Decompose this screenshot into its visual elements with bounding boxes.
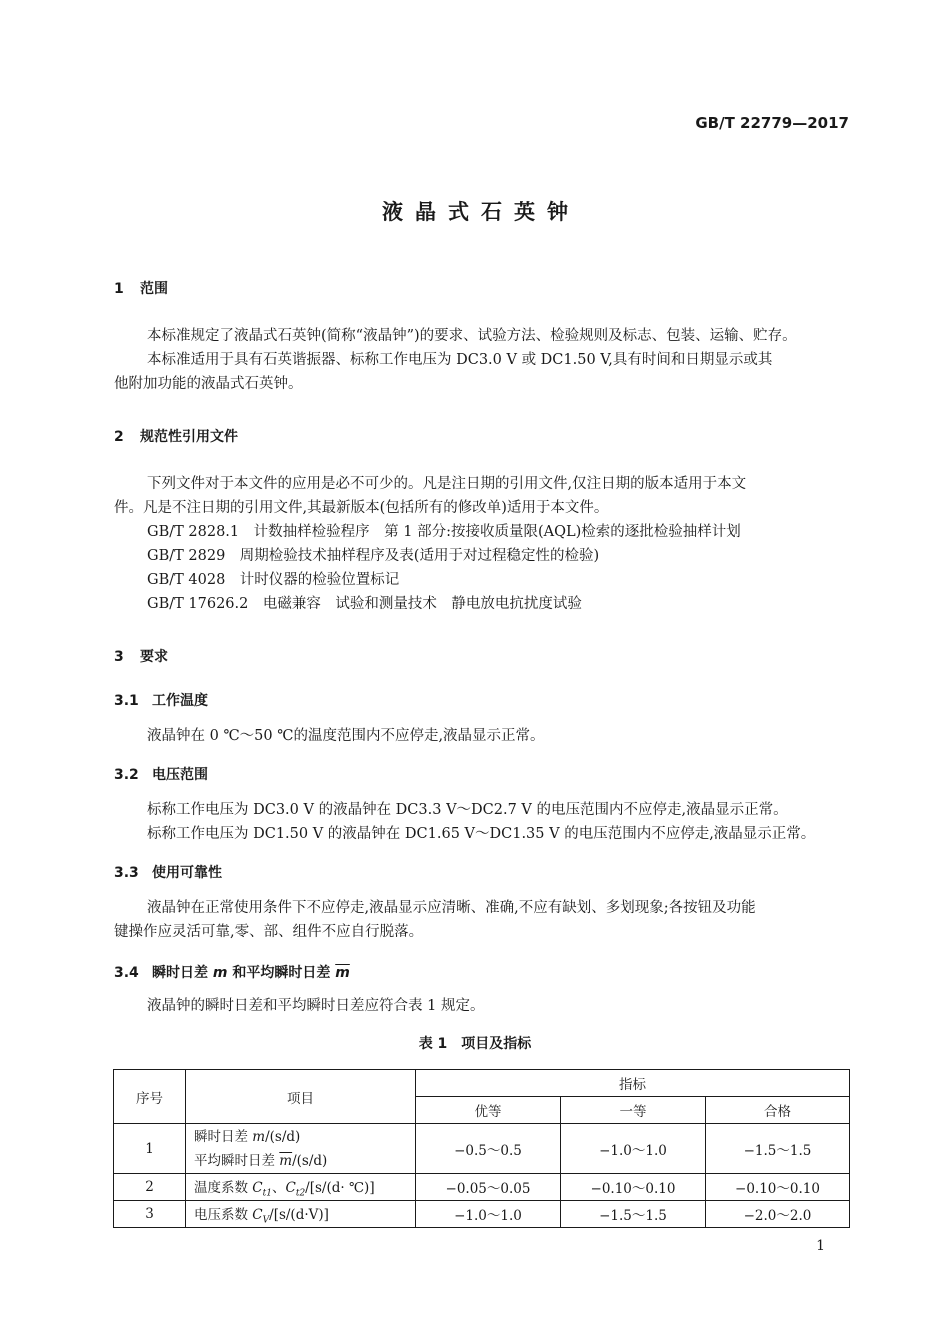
paragraph: 本标准规定了液晶式石英钟(简称“液晶钟”)的要求、试验方法、检验规则及标志、包装、运输、贮存。 — [147, 328, 797, 344]
item-text: 、 — [271, 1179, 286, 1196]
item-unit: /(s/d) — [292, 1152, 328, 1169]
cell-value: −1.5～1.5 — [706, 1124, 850, 1174]
item-sub: t2 — [295, 1188, 306, 1199]
table-row — [114, 1174, 850, 1201]
cell-value: −0.5～0.5 — [416, 1124, 561, 1174]
section-heading-1 — [114, 278, 168, 298]
page-number: 1 — [816, 1238, 825, 1254]
cell-value: −1.0～1.0 — [561, 1124, 706, 1174]
section-heading-2 — [114, 426, 238, 446]
paragraph-continuation: 件。凡是不注日期的引用文件,其最新版本(包括所有的修改单)适用于本文件。 — [114, 500, 609, 516]
section-heading-3 — [114, 646, 168, 666]
standard-code: GB/T 22779—2017 — [695, 114, 849, 132]
item-line — [194, 1149, 415, 1173]
section-title: 规范性引用文件 — [140, 429, 238, 445]
cell-value: −0.10～0.10 — [706, 1174, 850, 1201]
item-var: C — [285, 1179, 296, 1196]
item-var: $\overline{m}$ — [279, 1152, 293, 1169]
section-title: 工作温度 — [152, 693, 208, 709]
reference-item: GB/T 17626.2 电磁兼容 试验和测量技术 静电放电抗扰度试验 — [147, 596, 582, 612]
item-text: 平均瞬时日差 — [194, 1152, 280, 1169]
section-number: 1 — [114, 281, 124, 297]
subsection-heading-3-1 — [114, 690, 208, 710]
item-unit: /(s/d) — [265, 1128, 301, 1145]
paragraph: 标称工作电压为 DC1.50 V 的液晶钟在 DC1.65 V～DC1.35 V 的电压范围内不应停走,液晶显示正常。 — [147, 826, 816, 842]
item-text: 电压系数 — [194, 1206, 253, 1223]
variable-m-bar: $\overline{m}$ — [335, 965, 350, 981]
item-var: C — [252, 1206, 263, 1223]
item-text: 瞬时日差 — [194, 1128, 253, 1145]
cell-value: −0.10～0.10 — [561, 1174, 706, 1201]
section-title: 范围 — [140, 281, 168, 297]
section-number: 3.4 — [114, 965, 139, 981]
cell-seq: 2 — [114, 1174, 186, 1201]
subsection-heading-3-4 — [114, 962, 350, 982]
header-grade: 优等 — [416, 1097, 561, 1124]
section-title: 瞬时日差 — [152, 965, 213, 981]
header-item: 项目 — [186, 1070, 416, 1124]
paragraph: 液晶钟在 0 ℃～50 ℃的温度范围内不应停走,液晶显示正常。 — [147, 728, 545, 744]
header-grade: 一等 — [561, 1097, 706, 1124]
paragraph: 下列文件对于本文件的应用是必不可少的。凡是注日期的引用文件,仅注日期的版本适用于本文 — [147, 476, 747, 492]
reference-item: GB/T 4028 计时仪器的检验位置标记 — [147, 572, 400, 588]
header-indicator: 指标 — [416, 1070, 850, 1097]
data-table — [113, 1069, 850, 1228]
cell-seq: 3 — [114, 1201, 186, 1228]
item-var: m — [252, 1128, 266, 1145]
table-row — [114, 1124, 850, 1174]
section-number: 3 — [114, 649, 124, 665]
reference-item: GB/T 2829 周期检验技术抽样程序及表(适用于对过程稳定性的检验) — [147, 548, 600, 564]
cell-item — [186, 1174, 416, 1201]
subsection-heading-3-2 — [114, 764, 208, 784]
reference-item: GB/T 2828.1 计数抽样检验程序 第 1 部分:按接收质量限(AQL)检索的逐批检验抽样计划 — [147, 524, 741, 540]
cell-value: −0.05～0.05 — [416, 1174, 561, 1201]
paragraph: 本标准适用于具有石英谐振器、标称工作电压为 DC3.0 V 或 DC1.50 V,具有时间和日期显示或其 — [147, 352, 773, 368]
header-seq: 序号 — [114, 1070, 186, 1124]
cell-value: −2.0～2.0 — [706, 1201, 850, 1228]
section-number: 2 — [114, 429, 124, 445]
table-row — [114, 1201, 850, 1228]
subsection-heading-3-3 — [114, 862, 222, 882]
item-line — [194, 1125, 415, 1149]
paragraph-continuation: 键操作应灵活可靠,零、部、组件不应自行脱落。 — [114, 924, 424, 940]
paragraph-continuation: 他附加功能的液晶式石英钟。 — [114, 376, 303, 392]
section-title: 电压范围 — [152, 767, 208, 783]
cell-item — [186, 1201, 416, 1228]
section-title: 要求 — [140, 649, 168, 665]
item-text: 温度系数 — [194, 1179, 253, 1196]
section-title: 使用可靠性 — [152, 865, 222, 881]
paragraph: 液晶钟在正常使用条件下不应停走,液晶显示应清晰、准确,不应有缺划、多划现象;各按钮及功能 — [147, 900, 756, 916]
cell-seq: 1 — [114, 1124, 186, 1174]
document-title: 液晶式石英钟 — [382, 200, 580, 224]
item-var: C — [252, 1179, 263, 1196]
section-number: 3.3 — [114, 865, 139, 881]
cell-item — [186, 1124, 416, 1174]
cell-value: −1.5～1.5 — [561, 1201, 706, 1228]
paragraph: 标称工作电压为 DC3.0 V 的液晶钟在 DC3.3 V～DC2.7 V 的电压范围内不应停走,液晶显示正常。 — [147, 802, 788, 818]
item-unit: /[s/(d· ℃)] — [305, 1179, 375, 1196]
section-number: 3.1 — [114, 693, 139, 709]
section-title: 和平均瞬时日差 — [227, 965, 336, 981]
item-sub: t1 — [262, 1188, 272, 1199]
table-caption: 表 1 项目及指标 — [418, 1036, 532, 1052]
paragraph: 液晶钟的瞬时日差和平均瞬时日差应符合表 1 规定。 — [147, 998, 485, 1014]
item-sub: V — [262, 1215, 270, 1226]
variable-m: m — [212, 965, 228, 981]
header-grade: 合格 — [706, 1097, 850, 1124]
item-unit: /[s/(d·V)] — [269, 1206, 329, 1223]
cell-value: −1.0～1.0 — [416, 1201, 561, 1228]
section-number: 3.2 — [114, 767, 139, 783]
